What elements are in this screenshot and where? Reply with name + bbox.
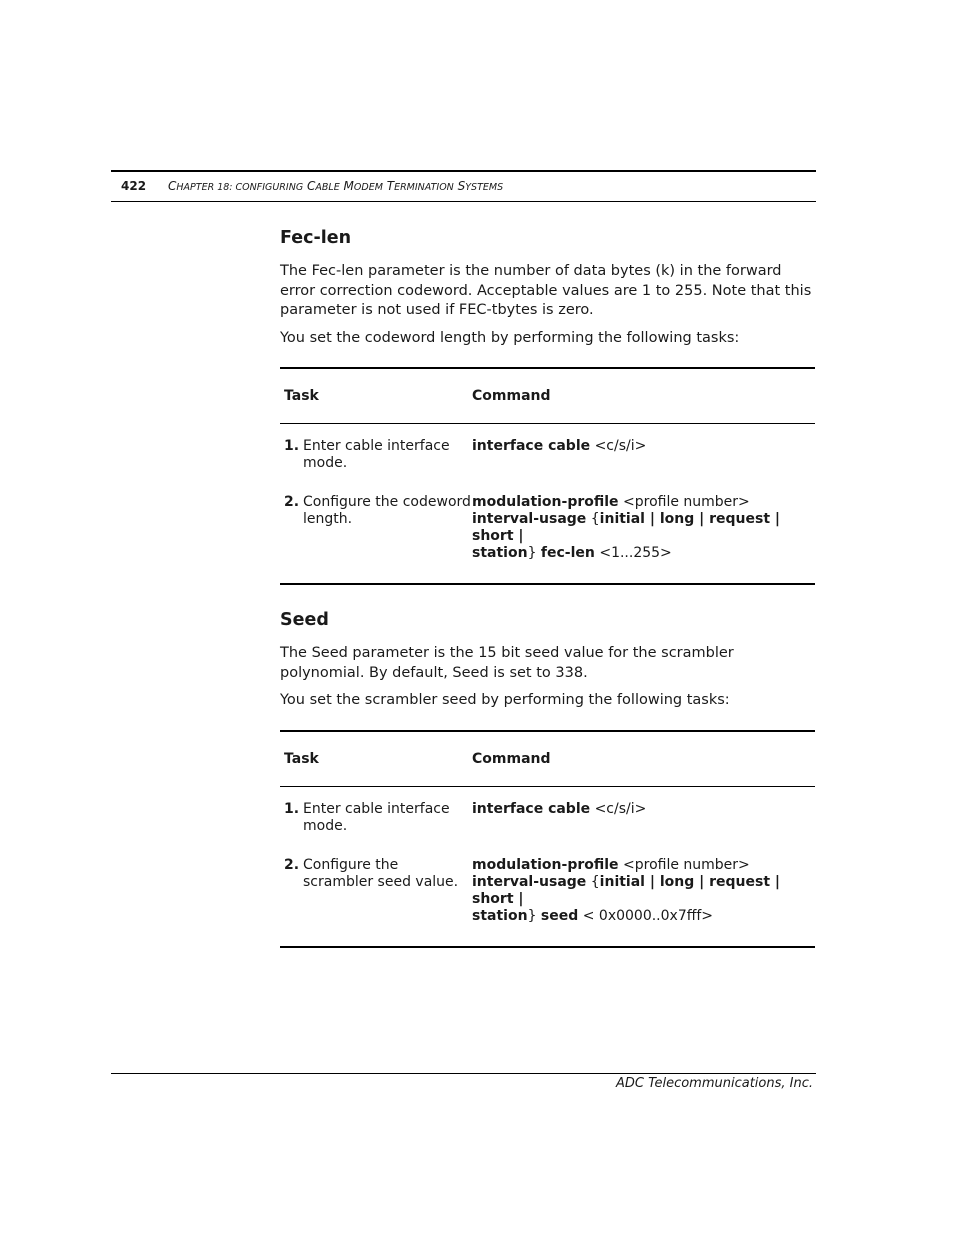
command-keyword: fec-len <box>540 545 595 561</box>
footer-company: ADC Telecommunications, Inc. <box>616 1076 813 1091</box>
chapter-title <box>168 179 503 193</box>
table-row <box>280 786 815 857</box>
step-number: 2. <box>284 856 300 873</box>
command-keyword: interface cable <box>472 800 591 817</box>
chapter-word: ONFIGURING <box>242 182 304 193</box>
table-row <box>280 857 815 947</box>
chapter-word: ERMINATION <box>394 182 454 193</box>
command-keyword: modulation-profile <box>472 494 619 510</box>
chapter-word: ABLE <box>315 182 340 193</box>
body-paragraph: The Seed parameter is the 15 bit seed value for the scrambler polynomial. By default, Seed is set to 338. <box>280 645 734 681</box>
chapter-word: ODEM <box>353 182 383 193</box>
body-paragraph: You set the scrambler seed by performing the following tasks: <box>280 692 730 708</box>
section-heading: Seed <box>280 610 329 630</box>
chapter-initial: T <box>386 179 395 193</box>
table-row <box>280 424 815 495</box>
table-row <box>280 494 815 584</box>
command-cell <box>472 786 815 857</box>
task-text: Enter cable interface mode. <box>303 438 450 471</box>
command-brace: { <box>586 511 600 527</box>
command-keyword: interval-usage <box>472 873 587 890</box>
table-header-row <box>280 731 815 787</box>
chapter-initial: S <box>457 179 466 193</box>
chapter-initial: C <box>168 179 177 193</box>
command-argument: < 0x0000..0x7fff> <box>578 907 714 924</box>
table-header-row <box>280 368 815 424</box>
step-number: 2. <box>284 494 300 510</box>
header-rule-top <box>111 170 816 172</box>
header-rule-bottom <box>111 201 816 202</box>
seed-section <box>280 610 815 948</box>
step-number: 1. <box>284 438 300 454</box>
command-brace: { <box>586 873 600 890</box>
chapter-word: YSTEMS <box>465 182 504 193</box>
command-keyword: seed <box>540 907 579 924</box>
chapter-initial: M <box>343 179 354 193</box>
command-argument: <profile number> <box>618 494 750 510</box>
task-cell <box>280 494 472 584</box>
page-number: 422 <box>121 179 147 193</box>
command-options: station <box>472 545 528 561</box>
task-table <box>280 367 815 585</box>
section-heading: Fec-len <box>280 228 352 248</box>
task-cell <box>280 424 472 495</box>
fec-len-section <box>280 228 815 585</box>
task-cell <box>280 857 472 947</box>
column-header-task: Task <box>280 731 472 787</box>
command-keyword: interface cable <box>472 438 591 454</box>
command-argument: <profile number> <box>618 856 750 873</box>
task-table <box>280 730 815 948</box>
task-text: Enter cable interface mode. <box>303 800 450 834</box>
task-cell <box>280 786 472 857</box>
body-paragraph: The Fec-len parameter is the number of data bytes (k) in the forward error correction codeword. Acceptable values are 1 to 255. Note that this parameter is not used if FEC-tbytes is zero. <box>280 263 812 318</box>
command-argument: <c/s/i> <box>590 438 647 454</box>
command-keyword: interval-usage <box>472 511 587 527</box>
command-keyword: modulation-profile <box>472 856 619 873</box>
task-text: Configure the codeword length. <box>303 494 471 527</box>
command-argument: <1...255> <box>594 545 672 561</box>
chapter-label: HAPTER 18: C <box>176 182 243 193</box>
command-cell <box>472 424 815 495</box>
body-paragraph: You set the codeword length by performing the following tasks: <box>280 329 740 346</box>
command-cell <box>472 494 815 584</box>
step-number: 1. <box>284 800 300 817</box>
footer-rule <box>111 1073 816 1074</box>
column-header-command: Command <box>472 368 815 424</box>
page-content <box>280 228 815 948</box>
column-header-command: Command <box>472 731 815 787</box>
command-options: station <box>472 907 528 924</box>
command-options: initial | long | request | short | <box>472 511 780 544</box>
command-brace: } <box>527 545 541 561</box>
command-options: initial | long | request | short | <box>472 873 780 907</box>
column-header-task: Task <box>280 368 472 424</box>
command-argument: <c/s/i> <box>590 800 647 817</box>
command-cell <box>472 857 815 947</box>
command-brace: } <box>527 907 541 924</box>
chapter-initial: C <box>307 179 316 193</box>
task-text: Configure the scrambler seed value. <box>303 856 459 890</box>
